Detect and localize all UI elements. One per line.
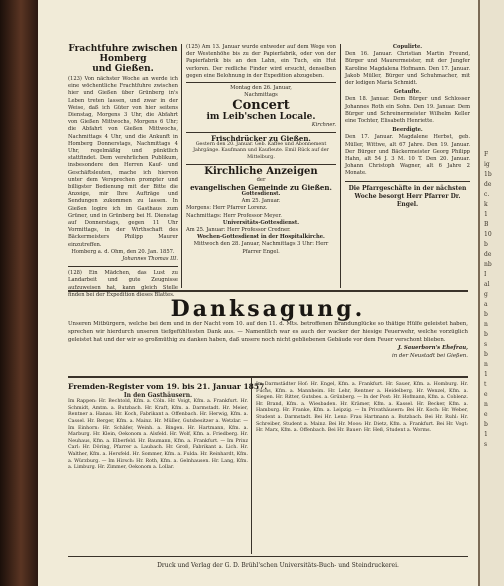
adjacent-page-fragment: de <box>484 181 492 188</box>
fracht-signature: Johannes Thomas III. <box>122 256 178 263</box>
adjacent-page-fragment: de <box>484 251 492 258</box>
concert-signature: Kirchner. <box>311 122 336 129</box>
column-rule <box>251 378 252 554</box>
middle-column <box>186 44 336 256</box>
adjacent-page-fragment: F <box>484 151 489 158</box>
kirch-sub1: der <box>256 176 266 183</box>
concert-location: im Leib'schen Locale. <box>206 112 316 123</box>
adjacent-page-fragment: b <box>484 241 488 248</box>
uni-gottesdienst-body: Am 25. Januar: Herr Professor Credner. <box>186 227 291 234</box>
adjacent-page-fragment: B <box>484 221 489 228</box>
adjacent-page-fragment: e <box>484 391 488 398</box>
beerdigte-heading: Beerdigte. <box>392 127 423 134</box>
fremden-right <box>256 382 468 435</box>
adjacent-page-fragment: b <box>484 311 488 318</box>
concert-time: Nachmittags <box>244 92 278 99</box>
danksagung-signature: J. Sauerborn's Ehefrau, <box>397 345 468 351</box>
fremden-title: Fremden-Register vom 19. bis 21. Januar 1857. <box>68 382 267 391</box>
kirch-title: Kirchliche Anzeigen <box>204 165 318 177</box>
adjacent-page-fragment: 10 <box>484 231 492 238</box>
adjacent-page-fragment: g <box>484 291 488 298</box>
column-rule <box>181 44 182 288</box>
adjacent-page-fragment: n <box>484 321 488 328</box>
adjacent-page-fragment: b <box>484 331 488 338</box>
service-morning: Morgens: Herr Pfarrer Lorenz. <box>186 205 268 212</box>
section-rule <box>68 376 468 378</box>
maedchen-notice: (128) Ein Mädchen, das Lust zu Landarbeit und gute Zeugnisse aufzuweisen hat, kann gleich Stelle finden bei der Expedition dieses Blattes. <box>68 270 178 298</box>
fremden-list-right: Im Darmstädter Hof: Hr. Engel, Kfm. a. Frankfurt. Hr. Sauer, Kfm. a. Homburg. Hr. Fuchs, Kfm. a. Mannheim. Hr. Lehr, Rentner a. Heidelberg. Hr. Wenzel, Kfm. a. Siegen. Hr. Ritter, Gutsbes. a. Grünberg. — In der Post: Hr. Hofmann, Kfm. a. Coblenz. Hr. Brand, Kfm. a. Wiesbaden. Hr. Krämer, Kfm. a. Kassel. Hr. Becker, Kfm. a. Hamburg. Hr. Franke, Kfm. a. Leipzig. — In Privathäusern: Bei Hr. Koch: Hr. Weber, Student a. Darmstadt. Bei Hr. Lenz: Frau Hartmann a. Butzbach. Bei Hr. Ruhl: Hr. Schreiber, Student a. Mainz. Bei Hr. Moos: Hr. Dietz, Kfm. a. Frankfurt. Bei Hr. Vogt: Hr. Marx, Kfm. a. Offenbach. Bei Hr. Bauer: Hr. Heß, Student a. Worms. <box>256 382 468 434</box>
adjacent-page-fragment: 1 <box>484 211 488 218</box>
danksagung-location: in der Neustadt bei Gießen. <box>392 353 468 359</box>
fracht-subtitle: und Gießen. <box>92 64 154 74</box>
column-rule <box>340 44 341 288</box>
concert-title: Concert <box>232 98 290 114</box>
newspaper-page <box>38 0 478 586</box>
left-column <box>68 44 178 299</box>
fisch-title: Frischdrücker zu Gießen. <box>211 133 311 143</box>
adjacent-page-fragment: s <box>484 341 488 348</box>
copulirte-body: Den 16. Januar. Christian Martin Freund, Bürger und Maurermeister, mit der Jungfer Karoline Magdalena Hofmann. Den 17. Januar. Jakob Müller, Bürger und Schuhmacher, mit der ledigen Maria Schmidt. <box>345 51 470 87</box>
fracht-title: Frachtfuhre zwischen Homberg <box>68 44 178 64</box>
right-column <box>345 44 470 209</box>
adjacent-page-fragment: b <box>484 351 488 358</box>
adjacent-page-fragment: a <box>484 301 488 308</box>
beerdigte-body: Den 17. Januar. Magdalene Herbst, geb. Müller, Wittwe, alt 67 Jahre. Den 19. Januar. Der Bürger und Bäckermeister Georg Philipp Hahn, alt 54 J. 3 M. 10 T. Den 20. Januar. Johann Christoph Wagner, alt 6 Jahre 2 Monate. <box>345 134 470 177</box>
adjacent-page-fragment: c. <box>484 191 490 198</box>
danksagung-body: Unseren Mitbürgern, welche bei dem und in der Nacht vom 10. auf den 11. d. Mts. betroffenen Brandunglücke so thätige Hülfe geleistet haben, sprechen wir hierdurch unseren tiefgefühltesten Dank aus. — Namentlich war es auch der wacker der hiesige Feuerwehr, welche vorzüglich geleistet hat und der wir so großmüthig zu danken haben, daß unsere noch nicht gebliebenen Gebäude vor dem Feuer verschont blieben. <box>68 321 468 343</box>
fremden-left <box>68 392 248 472</box>
gottesdienst-date: Am 25. Januar. <box>241 198 281 205</box>
printer-footer: Druck und Verlag der G. D. Brühl'schen Universitäts-Buch- und Steindruckerei. <box>157 562 399 569</box>
uni-gottesdienst-heading: Universitäts-Gottesdienst. <box>222 219 300 226</box>
adjacent-page-fragment: b <box>484 421 488 428</box>
adjacent-page-fragment: I <box>484 271 487 278</box>
adjacent-page-fragment: s <box>484 441 488 448</box>
wochen-time: Mittwoch den 28. Januar, Nachmittags 3 Uhr: Herr Pfarrer Engel. <box>193 241 329 255</box>
adjacent-page-fragment: 1 <box>484 371 488 378</box>
adjacent-page-fragment: n <box>484 361 488 368</box>
gottesdienst-heading: Gottesdienst. <box>241 191 281 198</box>
adjacent-page-fragment: al <box>484 281 490 288</box>
adjacent-page-fragment: 1b <box>484 171 492 178</box>
getaufte-heading: Getaufte. <box>394 89 421 96</box>
fremden-subtitle: In den Gasthäusern. <box>123 392 193 399</box>
fracht-body: (123) Von nächster Woche an werde ich eine wöchentliche Frachtfuhre zwischen hier und Gießen über Grünberg in's Leben treten lassen, und zwar in der Weise, daß ich Güter von hier seitens Dienstag, Morgens 3 Uhr, die Abfahrt von Gießen Mittwochs, Morgens 6 Uhr; die Abfahrt von Gießen Mittwochs, Nachmittags 4 Uhr, und die Ankunft in Homberg Donnerstags, Nachmittags 4 Uhr, regelmäßig und pünktlich stattfindet. Dem verehrlichen Publikum, insbesondere den Herren Kauf- und Geschäftsleuten, mache ich hiervon unter dem Versprechen prompter und billigster Bedienung mit der Bitte die Anzeige, mir Ihre Aufträge und Sendungen zukommen zu lassen. In Gießen logire ich im Gasthaus zum Grüner, und in Grünberg bei H. Dienstag auf Donnerstags, gegen 11 Uhr Vormittags, in der Wirthschaft des Bäckermeisters Philipp Maurer einzutreffen. <box>68 76 178 248</box>
adjacent-page-fragment: k <box>484 201 488 208</box>
lost-notice: (125) Am 13. Januar wurde entweder auf dem Wege von der Westenhöhe bis zu der Papierfabrik, oder von der Papierfabrik bis an den Lahn, ein Tuch, ein Hut verloren. Der redliche Finder wird ersucht, denselben gegen eine Belohnung in der Expedition abzugeben. <box>186 44 336 79</box>
danksagung-title: Danksagung. <box>170 296 366 322</box>
copulirte-heading: Copulirte. <box>392 44 423 50</box>
adjacent-page-fragment: n <box>484 401 488 408</box>
kirch-sub2: evangelischen Gemeinde zu Gießen. <box>190 182 332 192</box>
concert-date: Montag den 26. Januar, <box>230 85 292 92</box>
service-afternoon: Nachmittags: Herr Professor Meyer. <box>186 212 282 219</box>
section-rule <box>68 556 468 557</box>
pfarr-notice: Die Pfarrgeschäfte in der nächsten Woche besorgt Herr Pfarrer Dr. Engel. <box>348 184 467 208</box>
getaufte-body: Den 18. Januar. Dem Bürger und Schlosser Johannes Roth ein Sohn. Den 19. Januar. Dem Bürger und Schreinermeister Wilhelm Keller eine Tochter, Elisabeth Henriette. <box>345 96 470 125</box>
wochen-heading: Wochen-Gottesdienst in der Hospitalkirche. <box>197 234 325 241</box>
fracht-place: Homberg a. d. Ohm, den 20. Jan. 1857. <box>71 248 175 255</box>
adjacent-page-fragment: e <box>484 411 488 418</box>
fisch-body: Gestern den 20. Januar. Geb. Kaffee und Abonnement Jahrgänge. Kaufmann und Kaufleute. Emil Rück auf der Mittelburg. <box>193 141 329 161</box>
book-spine <box>0 0 38 586</box>
danksagung-section <box>68 320 468 360</box>
adjacent-page-fragment: nb <box>484 261 492 268</box>
adjacent-page <box>478 0 504 586</box>
adjacent-page-fragment: ig <box>484 161 490 168</box>
adjacent-page-fragment: 1 <box>484 431 488 438</box>
adjacent-page-fragment: t <box>484 381 487 388</box>
fremden-list-left: Im Rappen: Hr. Bechtold, Kfm. a. Cöln. Hr. Voigt, Kfm. a. Frankfurt. Hr. Schmidt, Amtm. a. Butzbach. Hr. Kraft, Kfm. a. Darmstadt. Hr. Meier, Rentner a. Hanau. Hr. Koch, Fabrikant a. Offenbach. Hr. Herwig, Kfm. a. Cassel. Hr. Berger, Kfm. a. Mainz. Hr. Müller, Gutsbesitzer a. Wetzlar. — Im Einhorn: Hr. Schäfer, Weinh. a. Bingen. Hr. Hartmann, Kfm. a. Marburg. Hr. Klein, Oekonom a. Alsfeld. Hr. Wolf, Kfm. a. Friedberg. Hr. Neuhaus, Kfm. a. Elberfeld. Hr. Baumann, Kfm. a. Frankfurt. — Im Prinz Carl: Hr. Döring, Pfarrer a. Laubach. Hr. Groß, Fabrikant a. Lich. Hr. Walther, Kfm. a. Hersfeld. Hr. Sommer, Kfm. a. Fulda. Hr. Reinhardt, Kfm. a. Würzburg. — Im Hirsch: Hr. Roth, Kfm. a. Gelnhausen. Hr. Lang, Kfm. a. Limburg. Hr. Zimmer, Oekonom a. Lollar. <box>68 399 249 471</box>
